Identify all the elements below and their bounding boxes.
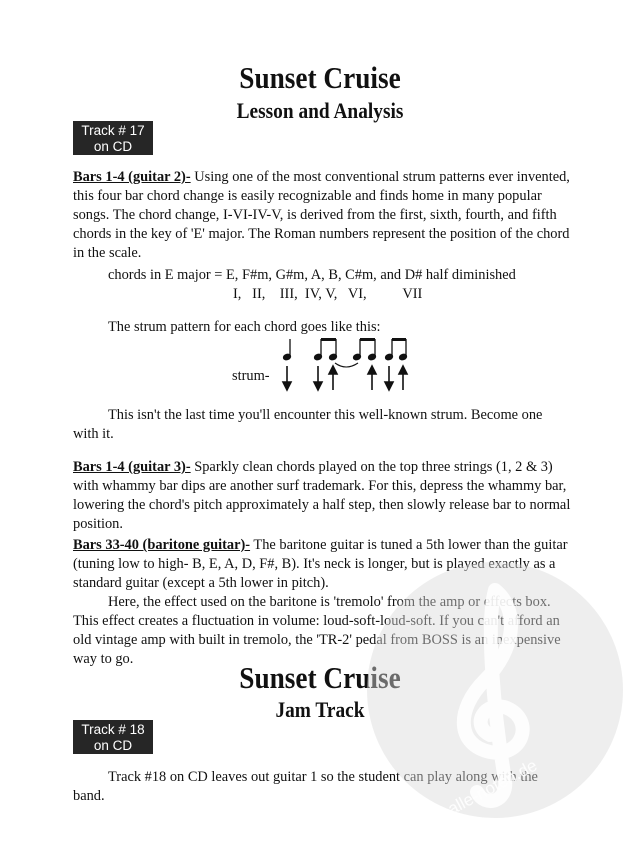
note-head xyxy=(283,353,292,360)
bars-1-4-guitar-3-paragraph xyxy=(73,458,571,534)
down-arrow-icon xyxy=(385,366,393,390)
jam-subtitle: Jam Track xyxy=(275,697,365,722)
jam-track-paragraph: Track #18 on CD leaves out guitar 1 so the student can play along with the band. xyxy=(73,769,538,804)
lesson-title: Sunset Cruise xyxy=(239,60,401,95)
watermark-treble-clef-icon xyxy=(345,540,640,840)
strum-notation xyxy=(232,338,432,398)
strum-note-paragraph: This isn't the last time you'll encounter this well-known strum. Become one with it. xyxy=(73,407,543,442)
note-head xyxy=(368,353,377,360)
up-arrow-icon xyxy=(399,366,407,390)
strum-pattern xyxy=(232,338,432,398)
note-head xyxy=(399,353,408,360)
bars-1-4-guitar-2-text: Using one of the most conventional strum patterns ever invented, this four bar chord change is easily recognizable and finds home in many popular songs. The chord change, I-VI-IV-V, is derived from the first, sixth, fourth, and fifth chords in the key of 'E' major. The Roman numbers represent the position of the chord in the scale. xyxy=(73,169,570,261)
tremolo-paragraph: Here, the effect used on the baritone is 'tremolo' from the amp or effects box. This effect creates a fluctuation in volume: loud-soft-loud-soft. If you can't afford an old vintage amp with built in tremolo, the 'TR-2' pedal from BOSS is an inexpensive way to go. xyxy=(73,594,561,667)
bars-1-4-guitar-3-heading: Bars 1-4 (guitar 3)- xyxy=(73,459,191,475)
down-arrow-icon xyxy=(314,366,322,390)
bars-33-40-text: The baritone guitar is tuned a 5th lower than the guitar (tuning low to high- B, E, A, D, F#, B). It's neck is longer, but is played exactly as a standard guitar (except a 5th lower in pitch). xyxy=(73,537,568,591)
note-head xyxy=(353,353,362,360)
watermark-text: alle-noten.de xyxy=(444,755,541,819)
bars-1-4-guitar-3-text: Sparkly clean chords played on the top three strings (1, 2 & 3) with whammy bar dips are another surf trademark. For this, depress the whammy bar, lowering the chord's pitch approximately a half step, then slowly release bar to normal position. xyxy=(73,459,571,532)
up-arrow-icon xyxy=(329,366,337,390)
note-head xyxy=(385,353,394,360)
jam-title: Sunset Cruise xyxy=(239,660,401,695)
bars-1-4-guitar-2-paragraph xyxy=(73,168,571,263)
track-17-line1: Track # 17 xyxy=(81,123,145,138)
bars-33-40-heading: Bars 33-40 (baritone guitar)- xyxy=(73,537,251,553)
track-18-line1: Track # 18 xyxy=(81,722,145,737)
strum-intro: The strum pattern for each chord goes like this: xyxy=(108,319,381,335)
track-17-badge xyxy=(73,121,153,155)
strum-label: strum- xyxy=(232,368,270,384)
track-18-badge xyxy=(73,720,153,754)
chords-line: chords in E major = E, F#m, G#m, A, B, C#m, and D# half diminished xyxy=(108,267,516,283)
tie xyxy=(335,363,358,367)
note-head xyxy=(329,353,338,360)
lesson-subtitle: Lesson and Analysis xyxy=(236,98,404,123)
bars-1-4-guitar-2-heading: Bars 1-4 (guitar 2)- xyxy=(73,169,191,185)
note-head xyxy=(314,353,323,360)
track-17-line2: on CD xyxy=(93,139,133,154)
track-18-line2: on CD xyxy=(93,738,133,753)
down-arrow-icon xyxy=(283,366,291,390)
roman-numerals-line: I, II, III, IV, V, VI, VII xyxy=(233,286,423,302)
up-arrow-icon xyxy=(368,366,376,390)
